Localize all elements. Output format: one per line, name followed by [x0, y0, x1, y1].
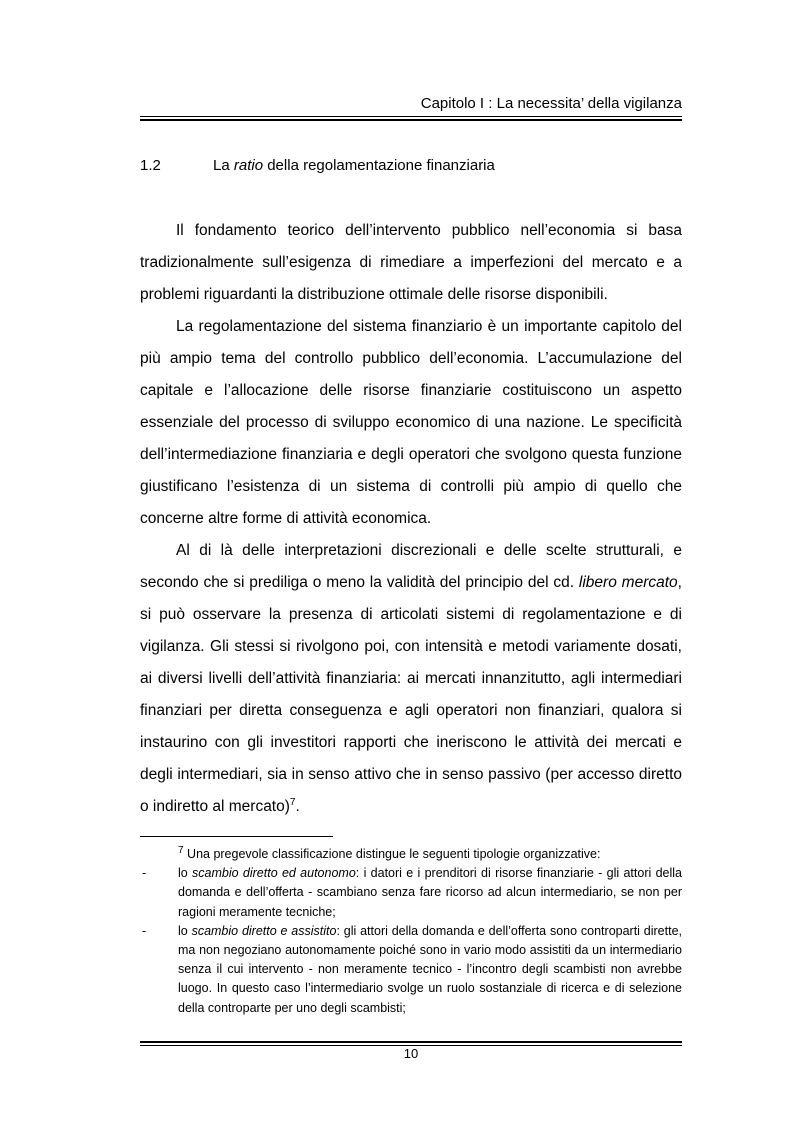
- footnote-item-italic: scambio diretto e assistito: [191, 923, 337, 938]
- footnote-list: [140, 864, 682, 1018]
- paragraph-3-part-b: , si può osservare la presenza di articolati sistemi di regolamentazione e di vigilanza. Gli stessi si rivolgono poi, con intensità e metodi variamente dosati, ai diversi livelli dell’attività finanziaria: ai mercati innanzitutto, agli intermediari finanziari per diretta conseguenza e agli operatori non finanziari, qualora si instaurino con gli investitori rapporti che ineriscono le attività dei mercati e degli intermediari, sia in senso attivo che in senso passivo (per accesso diretto o indiretto al mercato): [140, 574, 682, 815]
- paragraph-2: La regolamentazione del sistema finanziario è un importante capitolo del più ampio tema del controllo pubblico dell’economia. L’accumulazione del capitale e l’allocazione delle risorse finanziarie costituiscono un aspetto essenziale del processo di sviluppo economico di una nazione. Le specificità dell’intermediazione finanziaria e degli operatori che svolgono questa funzione giustificano l’esistenza di un sistema di controlli più ampio di quello che concerne altre forme di attività economica.: [140, 318, 682, 527]
- footnote-intro: [140, 845, 682, 864]
- section-heading: [140, 156, 682, 176]
- page-number: 10: [403, 1046, 419, 1061]
- header-rule-thin: [140, 116, 682, 117]
- footnote-marker: 7: [178, 844, 184, 856]
- paragraph-3-part-a: Al di là delle interpretazioni discrezionali e delle scelte strutturali, e secondo che si prediliga o meno la validità del principio del cd.: [140, 542, 682, 591]
- section-number: 1.2: [140, 157, 161, 174]
- footnote-item-text: : gli attori della domanda e dell’offerta sono controparti dirette, ma non negoziano autonomamente poiché sono in vario modo assistiti da un intermediario senza il cui intervento - non meramente tecnico - l’incontro degli scambisti non avrebbe luogo. In questo caso l’intermediario svolge un ruolo sostanziale di ricerca e di selezione della controparte per uno degli scambisti;: [178, 923, 682, 1015]
- footnote-item-italic: scambio diretto ed autonomo: [192, 866, 356, 881]
- footnote-item: [140, 864, 682, 922]
- header-rule-thick: [140, 119, 682, 121]
- footnotes: [140, 845, 682, 1018]
- footnote-item-text: : i datori e i prenditori di risorse finanziarie - gli attori della domanda e dell’offerta - scambiano senza fare ricorso ad alcun intermediario, se non per ragioni meramente tecniche;: [178, 866, 682, 919]
- section-title-italic: ratio: [233, 157, 264, 174]
- footnote-separator: [140, 836, 333, 837]
- paragraph-3-end: .: [295, 798, 300, 815]
- footnote-item-lead: lo: [178, 923, 192, 938]
- footnote-dash: -: [142, 923, 147, 938]
- footnote-item-lead: lo: [178, 866, 193, 881]
- body-text: [140, 215, 682, 823]
- section-title-pre: La: [213, 157, 234, 174]
- footnote-item: [140, 922, 682, 1018]
- paragraph-1: Il fondamento teorico dell’intervento pubblico nell’economia si basa tradizionalmente sull’esigenza di rimediare a imperfezioni del mercato e a problemi riguardanti la distribuzione ottimale delle risorse disponibili.: [140, 222, 682, 303]
- footnote-reference[interactable]: 7: [289, 796, 296, 808]
- paragraph-3-italic: libero mercato: [578, 574, 678, 591]
- running-header: Capitolo I : La necessita’ della vigilanza: [420, 95, 682, 112]
- footnote-dash: -: [142, 866, 147, 881]
- paragraph-3: [140, 535, 682, 823]
- section-title-post: della regolamentazione finanziaria: [263, 157, 495, 174]
- footer-rule-thick: [140, 1041, 682, 1043]
- footnote-intro-text: Una pregevole classificazione distingue le seguenti tipologie organizzative:: [183, 847, 601, 861]
